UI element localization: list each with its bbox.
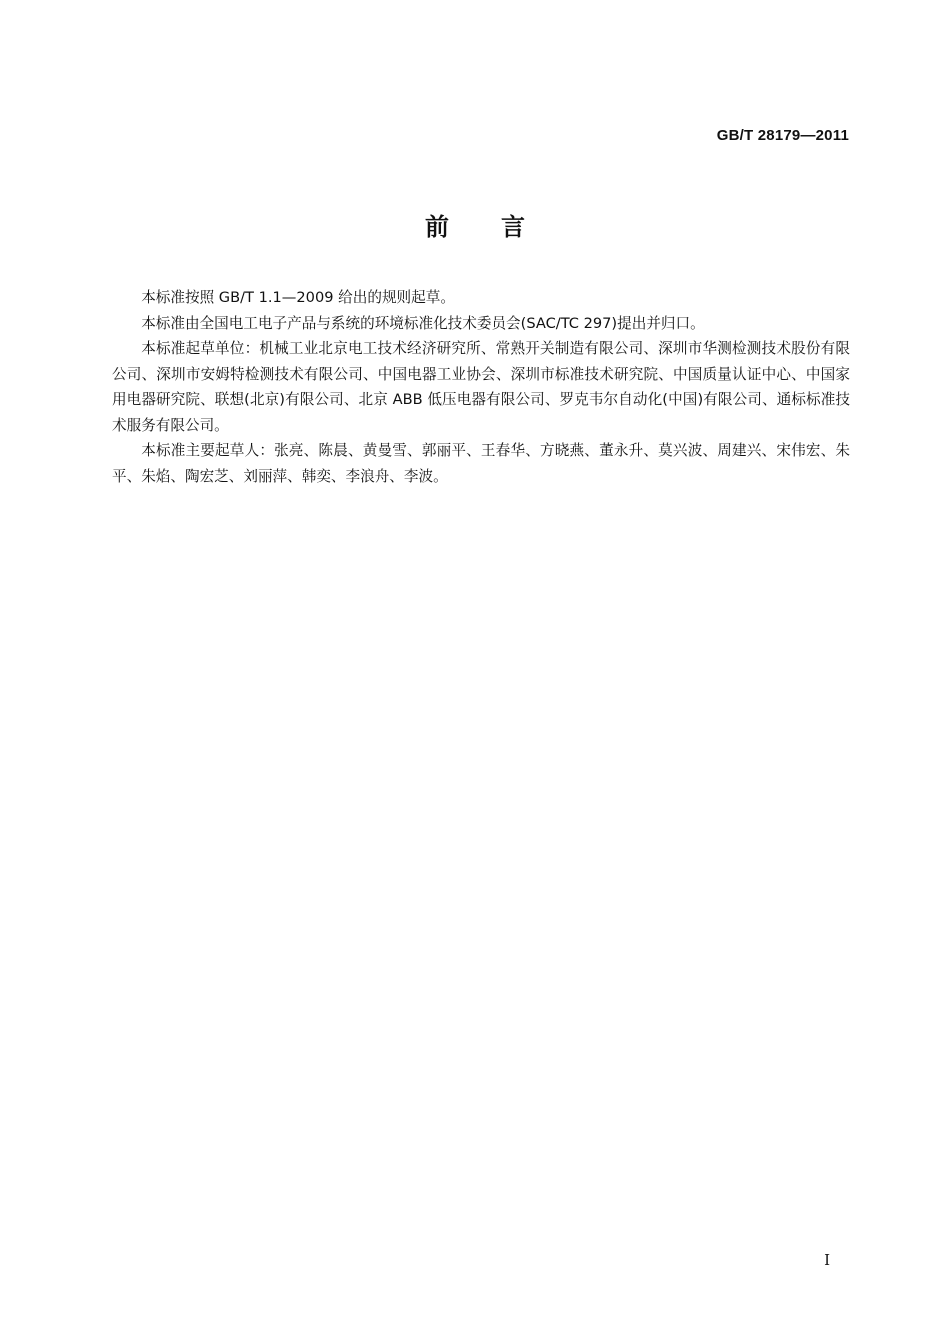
- page-title: 前言: [425, 213, 577, 241]
- standard-code: GB/T 28179—2011: [716, 127, 849, 144]
- preface-body: [112, 285, 850, 489]
- paragraph-drafting-units: 本标准起草单位：机械工业北京电工技术经济研究所、常熟开关制造有限公司、深圳市华测检测技术股份有限公司、深圳市安姆特检测技术有限公司、中国电器工业协会、深圳市标准技术研究院、中国质量认证中心、中国家用电器研究院、联想(北京)有限公司、北京 ABB 低压电器有限公司、罗克韦尔自动化(中国)有限公司、通标标准技术服务有限公司。: [112, 340, 850, 434]
- paragraph-drafting-rules: 本标准按照 GB/T 1.1—2009 给出的规则起草。: [141, 289, 455, 306]
- paragraph-drafters: 本标准主要起草人：张亮、陈晨、黄曼雪、郭丽平、王春华、方晓燕、董永升、莫兴波、周建兴、宋伟宏、朱平、朱焰、陶宏芝、刘丽萍、韩奕、李浪舟、李波。: [112, 442, 850, 485]
- paragraph-proposer: 本标准由全国电工电子产品与系统的环境标准化技术委员会(SAC/TC 297)提出并归口。: [141, 314, 705, 332]
- page-number: I: [824, 1251, 830, 1269]
